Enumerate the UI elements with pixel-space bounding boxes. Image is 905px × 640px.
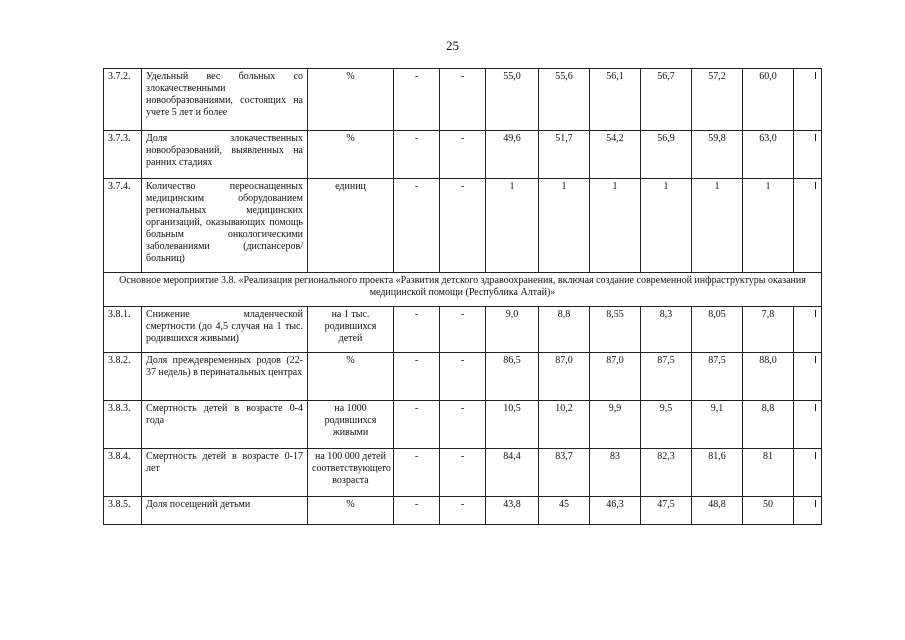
value-cell: 48,8 bbox=[692, 497, 743, 525]
unit-cell: единиц bbox=[308, 179, 394, 273]
dash-cell: - bbox=[394, 353, 440, 401]
section-row bbox=[104, 273, 822, 307]
indicator-name: Смертность детей в возрасте 0-17 лет bbox=[142, 449, 308, 497]
value-cell: 82,3 bbox=[641, 449, 692, 497]
value-cell: 54,2 bbox=[590, 131, 641, 179]
marker-cell: I bbox=[794, 69, 822, 131]
indicator-name: Доля преждевременных родов (22-37 недель) в перинатальных центрах bbox=[142, 353, 308, 401]
dash-cell: - bbox=[440, 353, 486, 401]
value-cell: 43,8 bbox=[486, 497, 539, 525]
value-cell: 87,0 bbox=[590, 353, 641, 401]
dash-cell: - bbox=[440, 179, 486, 273]
unit-cell: % bbox=[308, 69, 394, 131]
table-row bbox=[104, 179, 822, 273]
value-cell: 8,8 bbox=[539, 307, 590, 353]
marker-cell: I bbox=[794, 131, 822, 179]
value-cell: 56,9 bbox=[641, 131, 692, 179]
dash-cell: - bbox=[394, 497, 440, 525]
unit-cell: % bbox=[308, 353, 394, 401]
row-number: 3.7.2. bbox=[104, 69, 142, 131]
value-cell: 1 bbox=[641, 179, 692, 273]
value-cell: 45 bbox=[539, 497, 590, 525]
unit-cell: на 100 000 детей соответствующего возраста bbox=[308, 449, 394, 497]
indicator-name: Смертность детей в возрасте 0-4 года bbox=[142, 401, 308, 449]
value-cell: 1 bbox=[692, 179, 743, 273]
unit-cell: % bbox=[308, 131, 394, 179]
value-cell: 9,5 bbox=[641, 401, 692, 449]
marker-cell: I bbox=[794, 449, 822, 497]
value-cell: 87,0 bbox=[539, 353, 590, 401]
value-cell: 46,3 bbox=[590, 497, 641, 525]
value-cell: 55,0 bbox=[486, 69, 539, 131]
marker-cell: I bbox=[794, 401, 822, 449]
value-cell: 63,0 bbox=[743, 131, 794, 179]
row-number: 3.7.4. bbox=[104, 179, 142, 273]
marker-cell: I bbox=[794, 179, 822, 273]
value-cell: 9,1 bbox=[692, 401, 743, 449]
row-number: 3.8.2. bbox=[104, 353, 142, 401]
value-cell: 9,0 bbox=[486, 307, 539, 353]
value-cell: 56,1 bbox=[590, 69, 641, 131]
indicator-name: Снижение младенческой смертности (до 4,5 случая на 1 тыс. родившихся живыми) bbox=[142, 307, 308, 353]
value-cell: 8,8 bbox=[743, 401, 794, 449]
value-cell: 7,8 bbox=[743, 307, 794, 353]
value-cell: 49,6 bbox=[486, 131, 539, 179]
row-number: 3.8.3. bbox=[104, 401, 142, 449]
section-title: Основное мероприятие 3.8. «Реализация регионального проекта «Развития детского здравоохранения, включая создание современной инфраструктуры оказания медицинской помощи (Республика Алтай)» bbox=[104, 273, 822, 307]
marker-cell: I bbox=[794, 497, 822, 525]
value-cell: 87,5 bbox=[692, 353, 743, 401]
value-cell: 56,7 bbox=[641, 69, 692, 131]
page-number: 25 bbox=[446, 38, 459, 53]
indicator-name: Удельный вес больных со злокачественными новообразованиями, состоящих на учете 5 лет и более bbox=[142, 69, 308, 131]
value-cell: 9,9 bbox=[590, 401, 641, 449]
dash-cell: - bbox=[440, 401, 486, 449]
unit-cell: на 1000 родившихся живыми bbox=[308, 401, 394, 449]
row-number: 3.8.1. bbox=[104, 307, 142, 353]
value-cell: 47,5 bbox=[641, 497, 692, 525]
value-cell: 81 bbox=[743, 449, 794, 497]
value-cell: 81,6 bbox=[692, 449, 743, 497]
dash-cell: - bbox=[440, 449, 486, 497]
table-row bbox=[104, 353, 822, 401]
value-cell: 50 bbox=[743, 497, 794, 525]
dash-cell: - bbox=[440, 69, 486, 131]
row-number: 3.8.5. bbox=[104, 497, 142, 525]
value-cell: 55,6 bbox=[539, 69, 590, 131]
value-cell: 84,4 bbox=[486, 449, 539, 497]
indicator-name: Количество переоснащенных медицинским оборудованием региональных медицинских организаций, оказывающих помощь больным онкологическими заболеваниями (диспансеров/больниц) bbox=[142, 179, 308, 273]
dash-cell: - bbox=[394, 449, 440, 497]
dash-cell: - bbox=[440, 497, 486, 525]
dash-cell: - bbox=[394, 69, 440, 131]
value-cell: 88,0 bbox=[743, 353, 794, 401]
row-number: 3.8.4. bbox=[104, 449, 142, 497]
unit-cell: на 1 тыс. родившихся детей bbox=[308, 307, 394, 353]
table-row bbox=[104, 401, 822, 449]
table-row bbox=[104, 497, 822, 525]
value-cell: 10,2 bbox=[539, 401, 590, 449]
table-row bbox=[104, 131, 822, 179]
table-row bbox=[104, 69, 822, 131]
value-cell: 1 bbox=[486, 179, 539, 273]
value-cell: 60,0 bbox=[743, 69, 794, 131]
indicator-name: Доля посещений детьми bbox=[142, 497, 308, 525]
marker-cell: I bbox=[794, 353, 822, 401]
indicator-name: Доля злокачественных новообразований, выявленных на ранних стадиях bbox=[142, 131, 308, 179]
value-cell: 83,7 bbox=[539, 449, 590, 497]
dash-cell: - bbox=[394, 401, 440, 449]
unit-cell: % bbox=[308, 497, 394, 525]
table-row bbox=[104, 449, 822, 497]
dash-cell: - bbox=[440, 307, 486, 353]
value-cell: 8,05 bbox=[692, 307, 743, 353]
row-number: 3.7.3. bbox=[104, 131, 142, 179]
table-row bbox=[104, 307, 822, 353]
marker-cell: I bbox=[794, 307, 822, 353]
value-cell: 83 bbox=[590, 449, 641, 497]
dash-cell: - bbox=[440, 131, 486, 179]
value-cell: 87,5 bbox=[641, 353, 692, 401]
dash-cell: - bbox=[394, 179, 440, 273]
value-cell: 8,55 bbox=[590, 307, 641, 353]
value-cell: 8,3 bbox=[641, 307, 692, 353]
value-cell: 86,5 bbox=[486, 353, 539, 401]
dash-cell: - bbox=[394, 307, 440, 353]
value-cell: 1 bbox=[743, 179, 794, 273]
value-cell: 59,8 bbox=[692, 131, 743, 179]
value-cell: 1 bbox=[590, 179, 641, 273]
value-cell: 57,2 bbox=[692, 69, 743, 131]
value-cell: 1 bbox=[539, 179, 590, 273]
value-cell: 51,7 bbox=[539, 131, 590, 179]
dash-cell: - bbox=[394, 131, 440, 179]
value-cell: 10,5 bbox=[486, 401, 539, 449]
indicators-table bbox=[103, 68, 822, 525]
